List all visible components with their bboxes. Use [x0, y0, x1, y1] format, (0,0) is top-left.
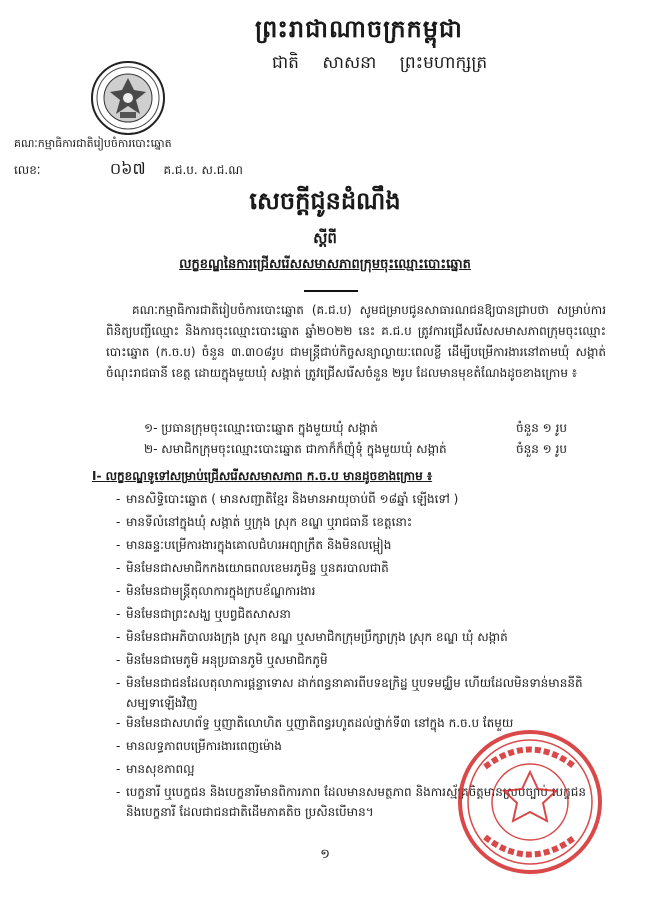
motto-religion: សាសនា	[322, 53, 377, 73]
kingdom-motto	[272, 52, 505, 77]
reference-label: លេខៈ	[14, 163, 41, 177]
document-type: សេចក្តីជូនដំណឹង	[249, 187, 401, 215]
position-count: ចំនួន ១ រូប	[516, 421, 567, 435]
reference-line	[14, 158, 243, 182]
criteria-item: - មានសុខភាពល្អ	[116, 762, 195, 776]
criteria-item: - មិនមែនជាអភិបាលរងក្រុង ស្រុក ខណ្ឌ ឬសមាជិកក្រុមប្រឹក្សាក្រុង ស្រុក ខណ្ឌ ឃុំ សង្កាត់	[116, 630, 508, 644]
criteria-heading: I- លក្ខខណ្ឌទូទៅសម្រាប់ជ្រើសរើសសមាសភាព ក.ច.ប មានដូចខាងក្រោម ៖	[92, 469, 433, 483]
criteria-item: - មានឆន្ទៈបម្រើការងារក្នុងគោលជំហរអព្យាក្រឹត និងមិនលម្អៀង	[116, 538, 392, 552]
issuer-name: គណៈកម្មាធិការជាតិរៀបចំការបោះឆ្នោត	[14, 137, 172, 150]
nec-emblem-icon	[90, 60, 166, 136]
position-label: ១- ប្រធានក្រុមចុះឈ្មោះបោះឆ្នោត ក្នុងមួយឃុំ សង្កាត់	[144, 421, 378, 435]
criteria-item: - មិនមែនជាសហព័ទ្ធ ឬញាតិលោហិត ឬញាតិពន្ធរហូតដល់ថ្នាក់ទី៣ នៅក្នុង ក.ច.ប តែមួយ	[116, 716, 514, 730]
criteria-item: - មានលទ្ធភាពបម្រើការងារពេញម៉ោង	[116, 739, 282, 753]
about-label: ស្តីពី	[313, 229, 337, 247]
body-paragraph: គណៈកម្មាធិការជាតិរៀបចំការបោះឆ្នោត (គ.ជ.ប) សូមជម្រាបជូនសាធារណជនឱ្យបានជ្រាបថា សម្រាប់ការពិនិត្យបញ្ជីឈ្មោះ និងការចុះឈ្មោះបោះឆ្នោត ឆ្នាំ២០២២ នេះ គ.ជ.ប ត្រូវការជ្រើសរើសសមាសភាពក្រុមចុះឈ្មោះបោះឆ្នោត (ក.ច.ប) ចំនួន ៣.៣០៨រូប ជាមន្ត្រីជាប់កិច្ចសន្យាល្ងាយៈពេលខ្លី ដើម្បីបម្រើការងារនៅតាមឃុំ សង្កាត់ ចំណុះរាជធានី ខេត្ត ដោយក្នុងមួយឃុំ សង្កាត់ ត្រូវជ្រើសរើសចំនួន ២រូប ដែលមានមុខតំណែងដូចខាងក្រោម ៖	[106, 303, 606, 380]
motto-nation: ជាតិ	[272, 53, 299, 73]
position-row	[144, 420, 604, 438]
title-divider	[304, 290, 358, 292]
criteria-item: - មិនមែនជាព្រះសង្ឃ ឬបព្វជិតសាសនា	[116, 607, 291, 621]
position-label: ២- សមាជិកក្រុមចុះឈ្មោះបោះឆ្នោត ជាកាក៏ក៏ញុំទុំ ក្នុងមួយឃុំ សង្កាត់	[144, 442, 447, 456]
reference-code: គ.ជ.ប. ស.ជ.ណ	[163, 163, 243, 177]
motto-king: ព្រះមហាក្សត្រ	[399, 53, 488, 73]
kingdom-title: ព្រះរាជាណាចក្រកម្ពុជា	[255, 15, 463, 43]
criteria-item: - បេក្ខនារី ឬបេក្ខជន និងបេក្ខនារីមានពិការភាព ដែលមានសមត្ថភាព និងការស្ម័គ្រចិត្តមានស្របច្បាប់ បេក្ខជន និងបេក្ខនារី ដែលជាជនជាតិដើមភាគតិច ប្រសិនបើមាន។	[116, 785, 586, 819]
criteria-item: - មិនមែនជាសមាជិកកងយោធពលខេមរភូមិន្ទ ឬនគរបាលជាតិ	[116, 561, 389, 575]
criteria-item: - មានសិទ្ធិបោះឆ្នោត ( មានសញ្ជាតិខ្មែរ និងមានអាយុចាប់ពី ១៨ឆ្នាំ ឡើងទៅ )	[116, 492, 459, 506]
page-number: ១	[320, 847, 330, 862]
criteria-item: - មិនមែនជាមន្ត្រីតុលាការក្នុងក្របខ័ណ្ឌការងារ	[116, 584, 316, 598]
position-row	[144, 441, 604, 459]
document-subject: លក្ខខណ្ឌនៃការជ្រើសរើសសមាសភាពក្រុមចុះឈ្មោះបោះឆ្នោត	[179, 257, 471, 272]
reference-number: ០៦៧	[109, 159, 146, 178]
position-count: ចំនួន ១ រូប	[516, 442, 567, 456]
criteria-item: - មិនមែនជាជនដែលតុលាការផ្តន្ទាទោស ដាក់ពន្ធនាគារពីបទឧក្រិដ្ឋ ឬបទមជ្ឈិម ហើយដែលមិនទាន់មាននីតិសម្បទាឡើងវិញ	[116, 676, 583, 710]
criteria-item: - មិនមែនជាមេភូមិ អនុប្រធានភូមិ ឬសមាជិកភូមិ	[116, 653, 328, 667]
criteria-item: - មានទីលំនៅក្នុងឃុំ សង្កាត់ ឬក្រុង ស្រុក ខណ្ឌ ឬរាជធានី ខេត្តនោះ	[116, 515, 413, 529]
